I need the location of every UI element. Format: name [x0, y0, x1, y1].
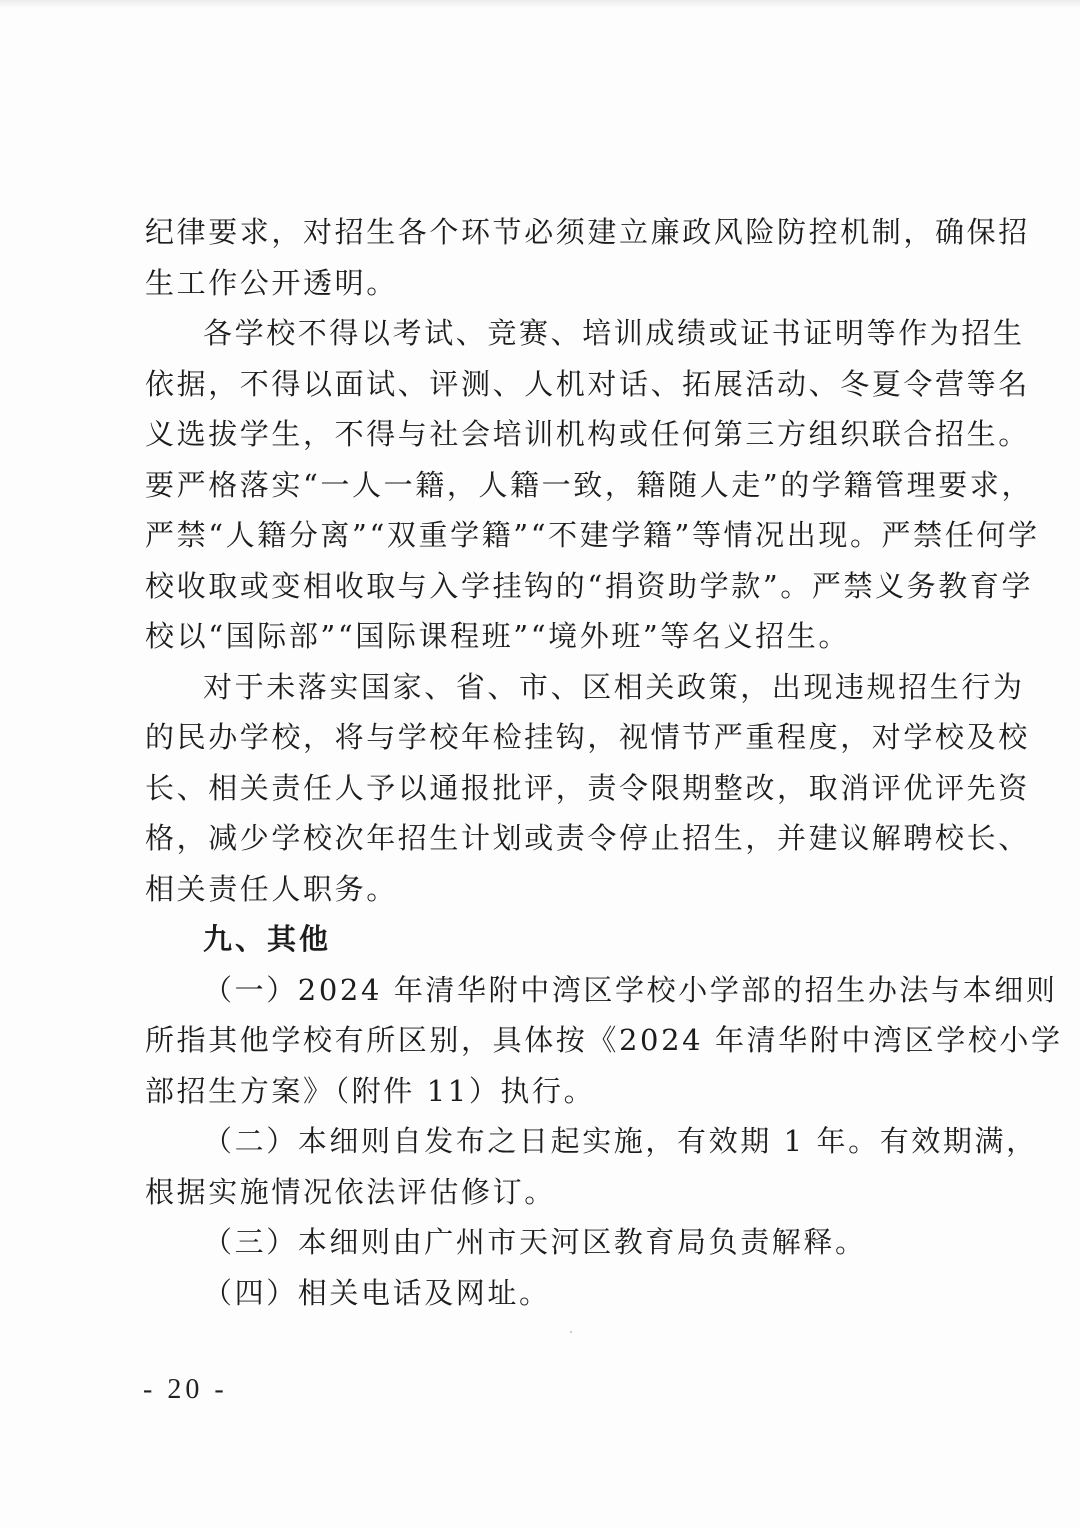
scan-speck — [570, 1331, 572, 1333]
text-line: 长、相关责任人予以通报批评，责令限期整改，取消评优评先资 — [145, 770, 1030, 805]
paragraph-start-line: （三）本细则由广州市天河区教育局负责解释。 — [203, 1225, 867, 1259]
paragraph-start-line: 对于未落实国家、省、市、区相关政策，出现违规招生行为 — [203, 669, 1025, 704]
page-top-edge — [0, 0, 1080, 8]
paragraph-start-line: （二）本细则自发布之日起实施，有效期 1 年。有效期满， — [203, 1124, 1038, 1158]
paragraph-start-line: （一）2024 年清华附中湾区学校小学部的招生办法与本细则 — [203, 972, 1058, 1007]
text-line: 部招生方案》（附件 11）执行。 — [145, 1073, 596, 1108]
paragraph-start-line: 各学校不得以考试、竞赛、培训成绩或证书证明等作为招生 — [203, 316, 1025, 350]
section-heading: 九、其他 — [203, 922, 332, 956]
text-line: 的民办学校，将与学校年检挂钩，视情节严重程度，对学校及校 — [145, 720, 1030, 754]
paragraph-start-line: （四）相关电话及网址。 — [203, 1275, 551, 1310]
text-line: 生工作公开透明。 — [145, 265, 398, 300]
text-line: 根据实施情况依法评估修订。 — [145, 1174, 556, 1209]
text-line: 所指其他学校有所区别，具体按《2024 年清华附中湾区学校小学 — [145, 1023, 1063, 1057]
text-line: 相关责任人职务。 — [145, 871, 398, 906]
text-line: 纪律要求，对招生各个环节必须建立廉政风险防控机制，确保招 — [145, 215, 1030, 249]
text-line: 校收取或变相收取与入学挂钩的“捐资助学款”。严禁义务教育学 — [145, 568, 1034, 603]
body-text — [145, 207, 1063, 1318]
text-line: 严禁“人籍分离”“双重学籍”“不建学籍”等情况出现。严禁任何学 — [145, 518, 1040, 552]
page-number: - 20 - — [143, 1374, 228, 1405]
text-line: 校以“国际部”“国际课程班”“境外班”等名义招生。 — [145, 619, 850, 653]
text-line: 格，减少学校次年招生计划或责令停止招生，并建议解聘校长、 — [145, 821, 1030, 855]
text-line: 依据，不得以面试、评测、人机对话、拓展活动、冬夏令营等名 — [145, 366, 1030, 401]
text-line: 要严格落实“一人一籍，人籍一致，籍随人走”的学籍管理要求， — [145, 467, 1034, 502]
text-line: 义选拔学生，不得与社会培训机构或任何第三方组织联合招生。 — [145, 417, 1030, 451]
